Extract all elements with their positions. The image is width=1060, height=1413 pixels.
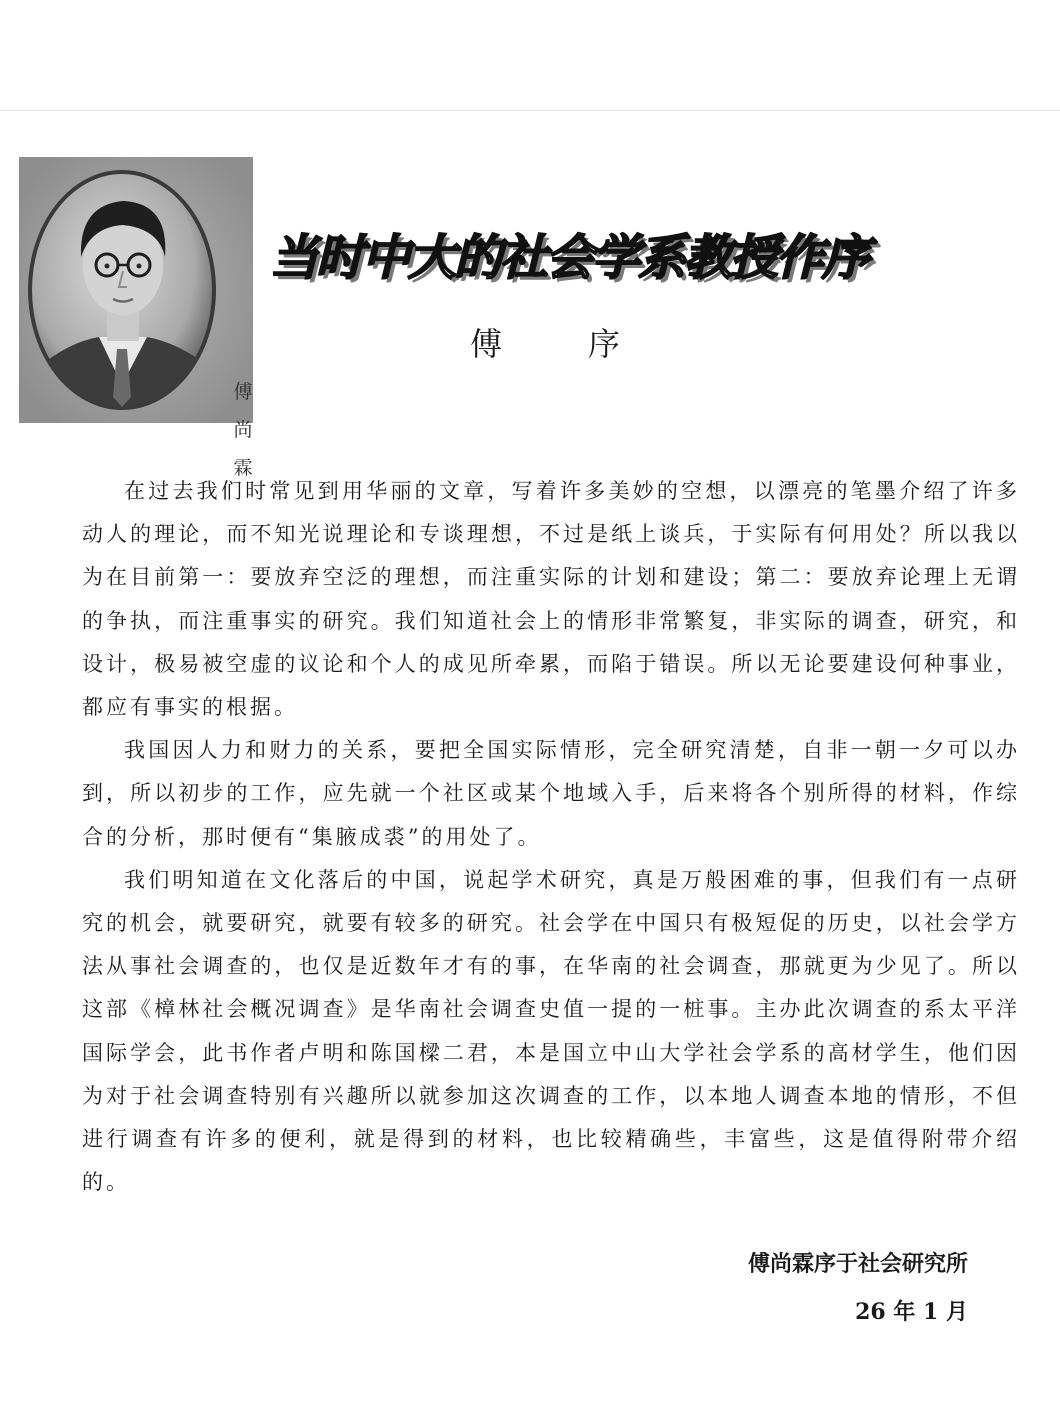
paragraph: 我们明知道在文化落后的中国，说起学术研究，真是万般困难的事，但我们有一点研究的机会，就要研究，就要有较多的研究。社会学在中国只有极短促的历史，以社会学方法从事社会调查的，也仅是近数年才有的事，在华南的社会调查，那就更为少见了。所以这部《樟林社会概况调查》是华南社会调查史值一提的一桩事。主办此次调查的系太平洋国际学会，此书作者卢明和陈国樑二君，本是国立中山大学社会学系的高材学生，他们因为对于社会调查特别有兴趣所以就参加这次调查的工作，以本地人调查本地的情形，不但进行调查有许多的便利，就是得到的材料，也比较精确些，丰富些，这是值得附带介绍的。 [82, 867, 1020, 1195]
signature-block [748, 1240, 968, 1336]
headline-overlay: 当时中大的社会学系教授作序 [270, 230, 869, 286]
portrait-image [19, 157, 253, 423]
paragraph: 我国因人力和财力的关系，要把全国实际情形，完全研究清楚，自非一朝一夕可以办到，所以初步的工作，应先就一个社区或某个地域入手，后来将各个别所得的材料，作综合的分析，那时便有“集腋成裘”的用处了。 [82, 738, 1020, 849]
signature-author: 傅尚霖序于社会研究所 [747, 1251, 968, 1277]
portrait-name-char: 霖 [233, 457, 253, 479]
signature-date: 26 年 1 月 [855, 1299, 968, 1325]
paragraph: 在过去我们时常见到用华丽的文章，写着许多美妙的空想，以漂亮的笔墨介绍了许多动人的理论，而不知光说理论和专谈理想，不过是纸上谈兵，于实际有何用处？所以我以为在目前第一：要放弃空泛的理想，而注重实际的计划和建设；第二：要放弃论理上无谓的争执，而注重事实的研究。我们知道社会上的情形非常繁复，非实际的调查，研究，和设计，极易被空虚的议论和个人的成见所牵累，而陷于错误。所以无论要建设何种事业，都应有事实的根据。 [82, 479, 1020, 720]
top-divider [0, 110, 1060, 111]
portrait-name-char: 傅 [233, 381, 253, 403]
portrait-name-char: 尚 [233, 419, 253, 441]
preface-body [82, 470, 1020, 1204]
preface-title: 傅序 [470, 325, 707, 363]
top-blank-area [0, 0, 1060, 110]
portrait-photo [19, 157, 253, 479]
